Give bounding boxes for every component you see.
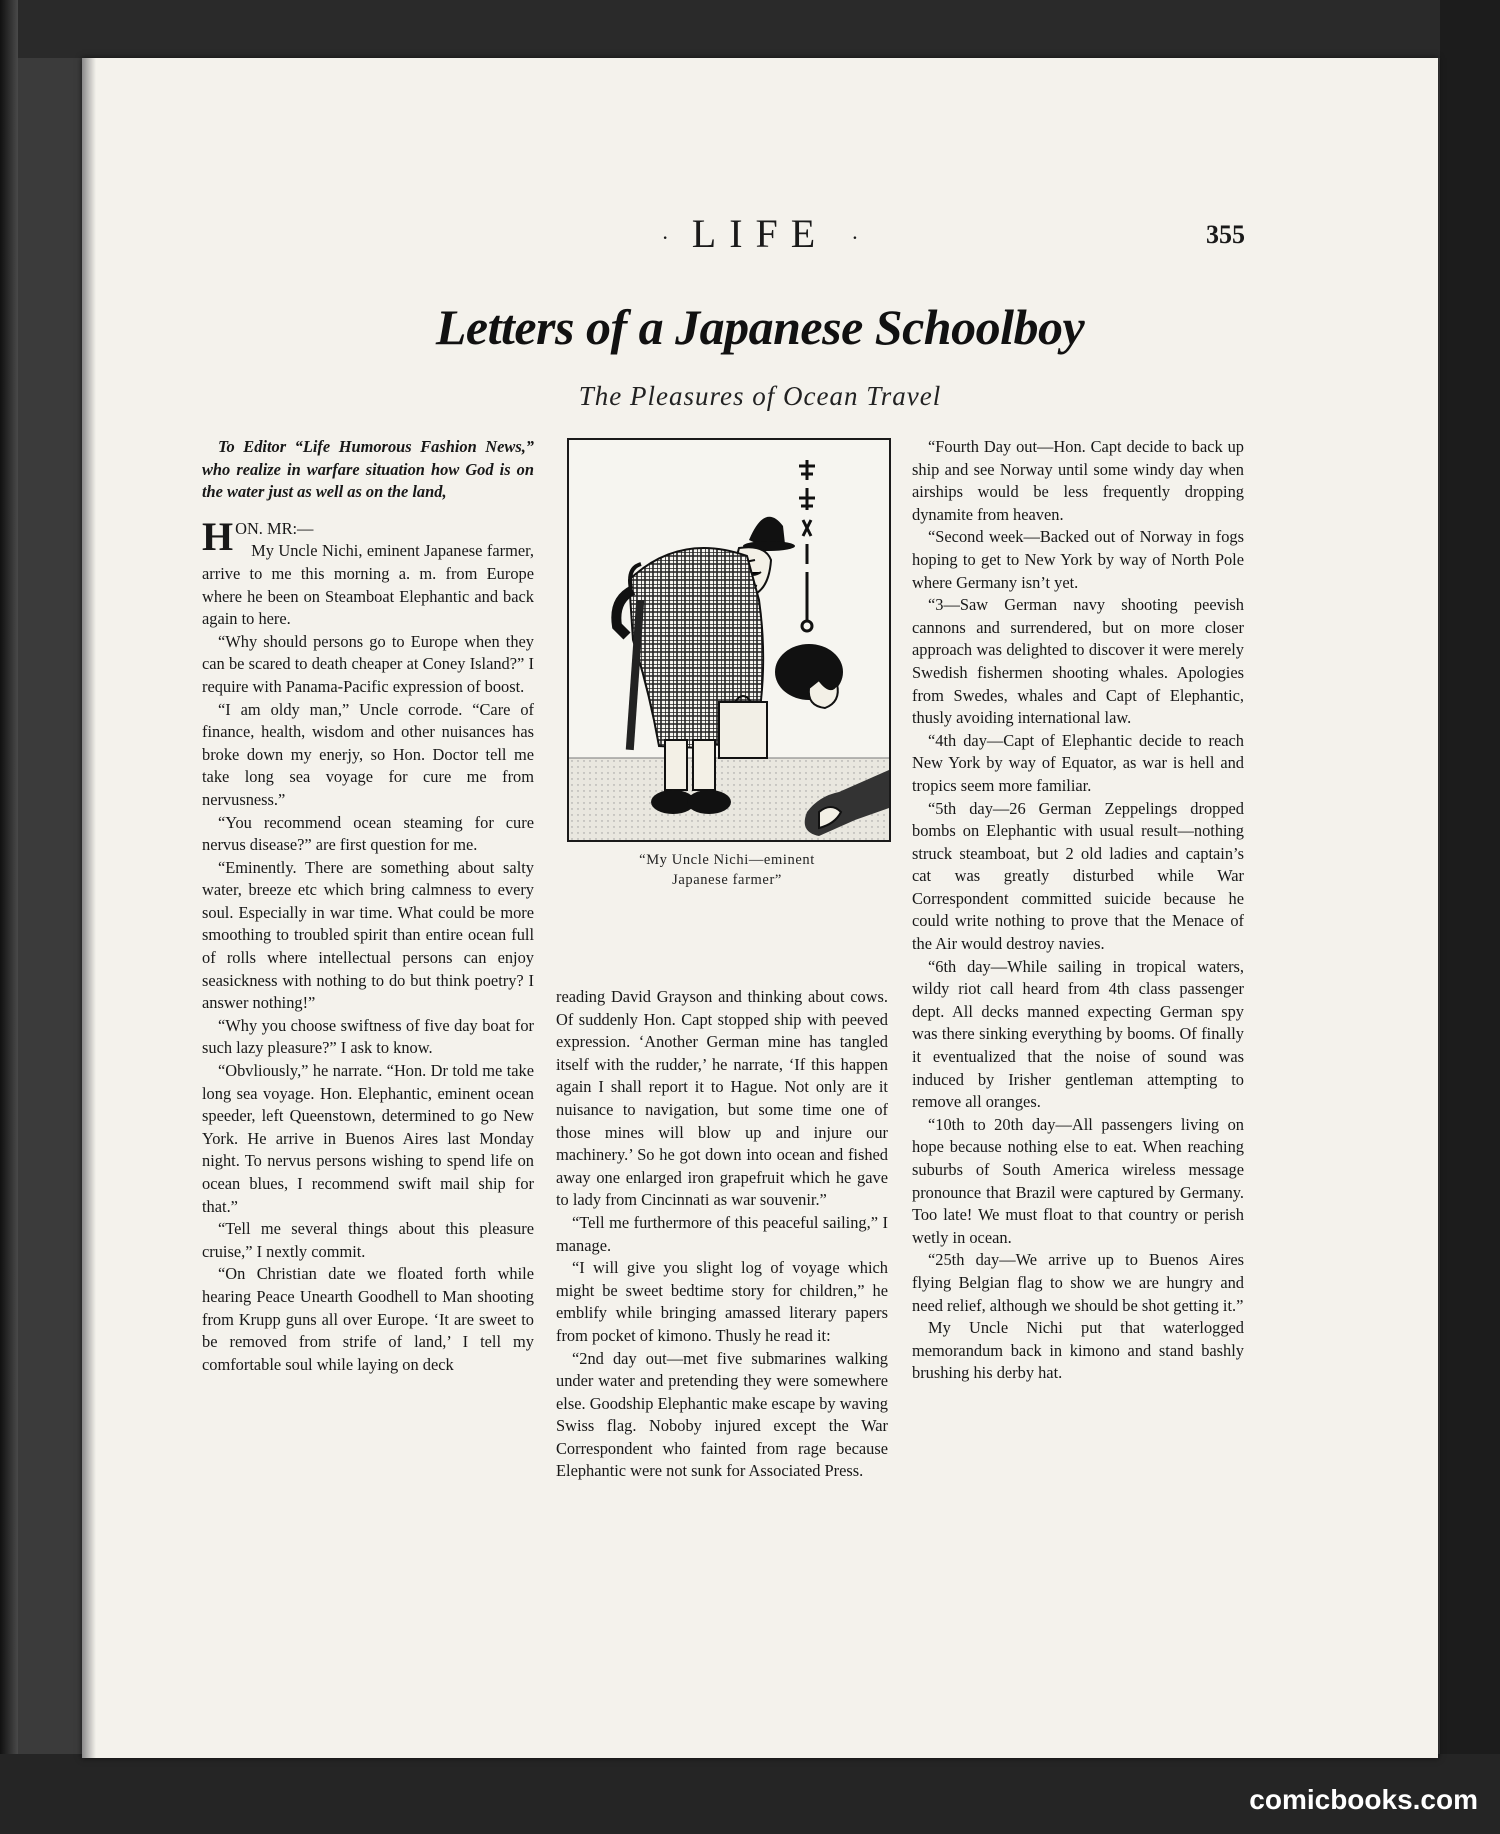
paragraph: “10th to 20th day—All passengers living on hope because nothing else to eat. When reaching suburbs of South America wireless message pronounce that Brazil were captured by Germany. Too late! We must float to that country or perish wetly in ocean.	[912, 1114, 1244, 1247]
scan-border-right	[1440, 0, 1500, 1834]
paragraph: “Fourth Day out—Hon. Capt decide to back up ship and see Norway until some windy day when airships would be less frequently dropping dynamite from heaven.	[912, 437, 1244, 524]
artist-signature-icon	[799, 460, 815, 631]
cartoon-illustration	[567, 438, 891, 842]
watermark: comicbooks.com	[1249, 1784, 1478, 1815]
paragraph: “Tell me furthermore of this peaceful sailing,” I manage.	[556, 1212, 888, 1255]
salutation-text: ON. MR:—	[235, 518, 314, 538]
caption-line: Japanese farmer”	[672, 872, 782, 888]
paragraph: “Second week—Backed out of Norway in fogs hoping to get to New York by way of North Pole where Germany isn’t yet.	[912, 527, 1244, 592]
article-title: Letters of a Japanese Schoolboy	[435, 299, 1085, 355]
paragraph: “25th day—We arrive up to Buenos Aires flying Belgian flag to show we are hungry and need relief, although we should be shot getting it.”	[912, 1250, 1244, 1315]
text-column-1	[202, 436, 534, 1376]
paragraph: “You recommend ocean steaming for cure nervus disease?” are first question for me.	[202, 812, 534, 855]
briefcase-icon	[719, 702, 767, 758]
paragraph: “I am oldy man,” Uncle corrode. “Care of finance, health, wisdom and other nuisances has broke down my enerjy, so Hon. Doctor tell me take long sea voyage for cure me from nervusness.”	[202, 699, 534, 809]
text-column-3	[912, 436, 1244, 1385]
umbrella-icon	[626, 600, 644, 750]
dedication: To Editor “Life Humorous Fashion News,” who realize in warfare situation how God is on the water just as well as on the land,	[202, 437, 534, 502]
paragraph: “3—Saw German navy shooting peevish cannons and surrendered, but on more closer approach was delighted to discover it were merely Swedish fishermen shooting whales. Apologies from Swedes, whales and Capt of Elephantic, thusly avoiding international law.	[912, 595, 1244, 728]
scan-border-left	[0, 0, 18, 1834]
magazine-page	[82, 58, 1438, 1758]
masthead-dot-left: ·	[661, 224, 669, 250]
salutation	[202, 513, 534, 559]
page-number: 355	[1206, 220, 1245, 249]
illustration-caption	[567, 850, 887, 890]
paragraph: “Tell me several things about this pleasure cruise,” I nextly commit.	[202, 1219, 534, 1261]
paragraph: “Eminently. There are something about salty water, breeze etc which bring calmness to every soul. Especially in war time. What could be more smoothing to troubled spirit than entire ocean full of rolls where intellectual persons can enjoy seasickness with nothing to do but think poetry? I answer nothing!”	[202, 857, 534, 1013]
shoe-icon	[687, 790, 731, 814]
paragraph: “Why should persons go to Europe when they can be scared to death cheaper at Coney Island?” I require with Panama-Pacific expression of boost.	[202, 631, 534, 696]
uncle-nichi-drawing	[569, 440, 889, 840]
masthead-title: LIFE	[691, 211, 829, 256]
scan-border-top	[0, 0, 1500, 58]
text-column-2	[556, 986, 888, 1483]
paragraph: My Uncle Nichi, eminent Japanese farmer, arrive to me this morning a. m. from Europe where he been on Steamboat Elephantic and back again to here.	[202, 541, 534, 629]
masthead-dot-right: ·	[851, 224, 859, 250]
paragraph: reading David Grayson and thinking about cows. Of suddenly Hon. Capt stopped ship with peeved expression. ‘Another German mine has tangled itself with the rudder,’ he narrate, ‘If this happen again I shall report it to Hague. Not only are it nuisance to navigation, but some time one of those mines will blow up and injure our machinery.’ So he got down into ocean and fished away one enlarged iron grapefruit which he gave to lady from Cincinnati as war souvenir.”	[556, 987, 888, 1210]
paragraph: “2nd day out—met five submarines walking under water and pretending they were somewhere else. Goodship Elephantic make escape by waving Swiss flag. Noboby injured except the War Correspondent who fainted from rage because Elephantic were not sunk for Associated Press.	[556, 1348, 888, 1481]
paragraph: “5th day—26 German Zeppelings dropped bombs on Elephantic with usual result—nothing struck steamboat, but 2 old ladies and captain’s cat was greatly disturbed while War Correspondent committed suicide because he could write nothing to prove that the Menace of the Air would destroy navies.	[912, 798, 1244, 954]
paragraph: “6th day—While sailing in tropical waters, wildy riot call heard from 4th class passenger dept. All decks manned expecting German spy was there sinking everything by booms. Of finally it eventualized that the noise of sound was induced by Irisher gentleman attempting to remove all oranges.	[912, 956, 1244, 1112]
paragraph: “Why you choose swiftness of five day boat for such lazy pleasure?” I ask to know.	[202, 1015, 534, 1058]
paragraph: My Uncle Nichi put that waterlogged memorandum back in kimono and stand bashly brushing his derby hat.	[912, 1318, 1244, 1383]
paragraph: “4th day—Capt of Elephantic decide to reach New York by way of Equator, as war is hell and tropics seem more familiar.	[912, 730, 1244, 795]
caption-line: “My Uncle Nichi—eminent	[639, 852, 815, 868]
paragraph: “On Christian date we floated forth while hearing Peace Unearth Goodhell to Man shooting from Krupp guns all over Europe. ‘It are sweet to be removed from strife of land,’ I tell my comfortable soul while laying on deck	[202, 1264, 534, 1374]
article-subtitle: The Pleasures of Ocean Travel	[578, 381, 942, 411]
drop-cap: H	[202, 513, 234, 559]
paragraph: “I will give you slight log of voyage which might be sweet bedtime story for children,” he emblify while bringing amassed literary papers from pocket of kimono. Thusly he read it:	[556, 1258, 888, 1345]
paragraph: “Obvliously,” he narrate. “Hon. Dr told me take long sea voyage. Hon. Elephantic, eminent ocean speeder, left Queenstown, determined to go New York. He arrive in Buenos Aires last Monday night. To nervus persons wishing to spend life on ocean blues, I recommend swift mail ship for that.”	[202, 1061, 534, 1216]
